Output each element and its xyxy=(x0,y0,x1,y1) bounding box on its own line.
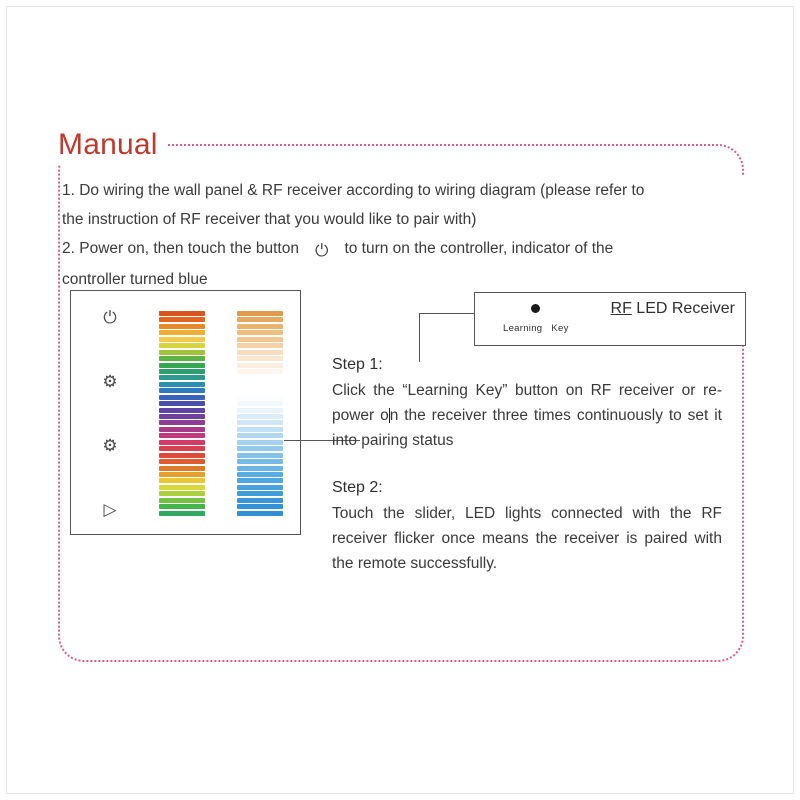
slider-bar[interactable] xyxy=(159,433,205,438)
slider-bar[interactable] xyxy=(237,343,283,348)
slider-bar[interactable] xyxy=(237,491,283,496)
slider-bar[interactable] xyxy=(159,408,205,413)
wall-panel-device xyxy=(70,290,301,535)
slider-bar[interactable] xyxy=(237,330,283,335)
slider-bar[interactable] xyxy=(237,440,283,445)
intro-line-4: controller turned blue xyxy=(62,271,208,288)
color-slider-left[interactable] xyxy=(159,311,205,516)
slider-bar[interactable] xyxy=(237,350,283,355)
slider-bar[interactable] xyxy=(237,504,283,509)
slider-bar[interactable] xyxy=(159,375,205,380)
slider-bar[interactable] xyxy=(159,369,205,374)
slider-bar[interactable] xyxy=(237,511,283,516)
slider-bar[interactable] xyxy=(237,337,283,342)
step-2-title: Step 2: xyxy=(332,479,383,496)
slider-bar[interactable] xyxy=(159,388,205,393)
slider-bar[interactable] xyxy=(159,350,205,355)
slider-bar[interactable] xyxy=(237,401,283,406)
step-1-title: Step 1: xyxy=(332,356,383,373)
slider-bar[interactable] xyxy=(159,356,205,361)
rf-receiver-title xyxy=(611,300,735,318)
device-icon-column xyxy=(89,309,131,519)
slider-bar[interactable] xyxy=(159,511,205,516)
slider-bar[interactable] xyxy=(159,324,205,329)
step-2-body: Touch the slider, LED lights connected with the RF receiver flicker once means the receiver is paired with the remote successfully. xyxy=(332,505,722,572)
rf-receiver-box xyxy=(474,292,746,346)
slider-bar[interactable] xyxy=(237,485,283,490)
slider-bar[interactable] xyxy=(237,466,283,471)
power-icon: ⏻ xyxy=(314,241,329,260)
slider-bar[interactable] xyxy=(237,427,283,432)
intro-line-1: 1. Do wiring the wall panel & RF receiver according to wiring diagram (please refer to xyxy=(62,182,645,199)
gear-icon[interactable]: ⚙ xyxy=(102,372,118,391)
slider-bar[interactable] xyxy=(159,491,205,496)
slider-bar[interactable] xyxy=(237,408,283,413)
slider-bar[interactable] xyxy=(159,330,205,335)
slider-bar[interactable] xyxy=(237,453,283,458)
slider-bar[interactable] xyxy=(159,459,205,464)
slider-bar[interactable] xyxy=(159,337,205,342)
page-title: Manual xyxy=(54,126,168,164)
slider-bar[interactable] xyxy=(237,324,283,329)
learning-key-label xyxy=(503,323,569,334)
slider-bar[interactable] xyxy=(159,485,205,490)
slider-bar[interactable] xyxy=(159,498,205,503)
slider-bar[interactable] xyxy=(237,478,283,483)
slider-bar[interactable] xyxy=(159,395,205,400)
slider-bar[interactable] xyxy=(159,504,205,509)
slider-bar[interactable] xyxy=(237,395,283,400)
slider-bar[interactable] xyxy=(159,453,205,458)
intro-line-3-prefix: 2. Power on, then touch the button xyxy=(62,240,299,257)
intro-paragraph xyxy=(62,176,746,294)
slider-bar[interactable] xyxy=(159,420,205,425)
slider-bar[interactable] xyxy=(237,382,283,387)
slider-bar[interactable] xyxy=(159,382,205,387)
step-1-body xyxy=(332,378,722,453)
slider-bar[interactable] xyxy=(237,317,283,322)
slider-bar[interactable] xyxy=(159,466,205,471)
step-1-body-part1: Click the “Learning Key” button on RF receiver or re-power o xyxy=(332,382,722,424)
slider-bar[interactable] xyxy=(159,311,205,316)
slider-bar[interactable] xyxy=(237,433,283,438)
learning-label-word-2: Key xyxy=(551,323,569,334)
rf-receiver-title-underlined: RF xyxy=(610,300,632,317)
rf-leader-line-horizontal xyxy=(419,313,475,314)
slider-bar[interactable] xyxy=(237,414,283,419)
slider-bar[interactable] xyxy=(237,356,283,361)
slider-bar[interactable] xyxy=(237,459,283,464)
color-slider-right[interactable] xyxy=(237,311,283,516)
step-1-body-part2: n the receiver three times continuously to set it into pairing status xyxy=(332,407,722,449)
learning-label-word-1: Learning xyxy=(503,323,543,334)
rf-receiver-title-rest: LED Receiver xyxy=(631,300,735,317)
slider-bar[interactable] xyxy=(237,472,283,477)
slider-bar[interactable] xyxy=(237,375,283,380)
power-icon[interactable]: ⏻ xyxy=(103,308,117,327)
slider-bar[interactable] xyxy=(159,446,205,451)
step-2-block xyxy=(332,475,722,576)
slider-bar[interactable] xyxy=(237,363,283,368)
slider-bar[interactable] xyxy=(159,478,205,483)
slider-bar[interactable] xyxy=(159,317,205,322)
slider-bar[interactable] xyxy=(159,427,205,432)
slider-bar[interactable] xyxy=(159,363,205,368)
intro-line-2: the instruction of RF receiver that you would like to pair with) xyxy=(62,211,477,228)
step-1-block xyxy=(332,352,722,453)
slider-bar[interactable] xyxy=(159,401,205,406)
slider-bar[interactable] xyxy=(237,388,283,393)
intro-line-3-suffix: to turn on the controller, indicator of the xyxy=(344,240,614,257)
slider-bar[interactable] xyxy=(159,472,205,477)
slider-bar[interactable] xyxy=(237,369,283,374)
intro-line-3 xyxy=(62,234,746,265)
slider-bar[interactable] xyxy=(159,414,205,419)
slider-bar[interactable] xyxy=(237,311,283,316)
gear-icon[interactable]: ⚙ xyxy=(102,436,118,455)
slider-bar[interactable] xyxy=(159,440,205,445)
slider-bar[interactable] xyxy=(237,446,283,451)
indicator-dot-icon xyxy=(531,304,540,313)
slider-bar[interactable] xyxy=(159,343,205,348)
play-icon[interactable]: ▷ xyxy=(103,500,117,519)
slider-bar[interactable] xyxy=(237,420,283,425)
slider-bar[interactable] xyxy=(237,498,283,503)
